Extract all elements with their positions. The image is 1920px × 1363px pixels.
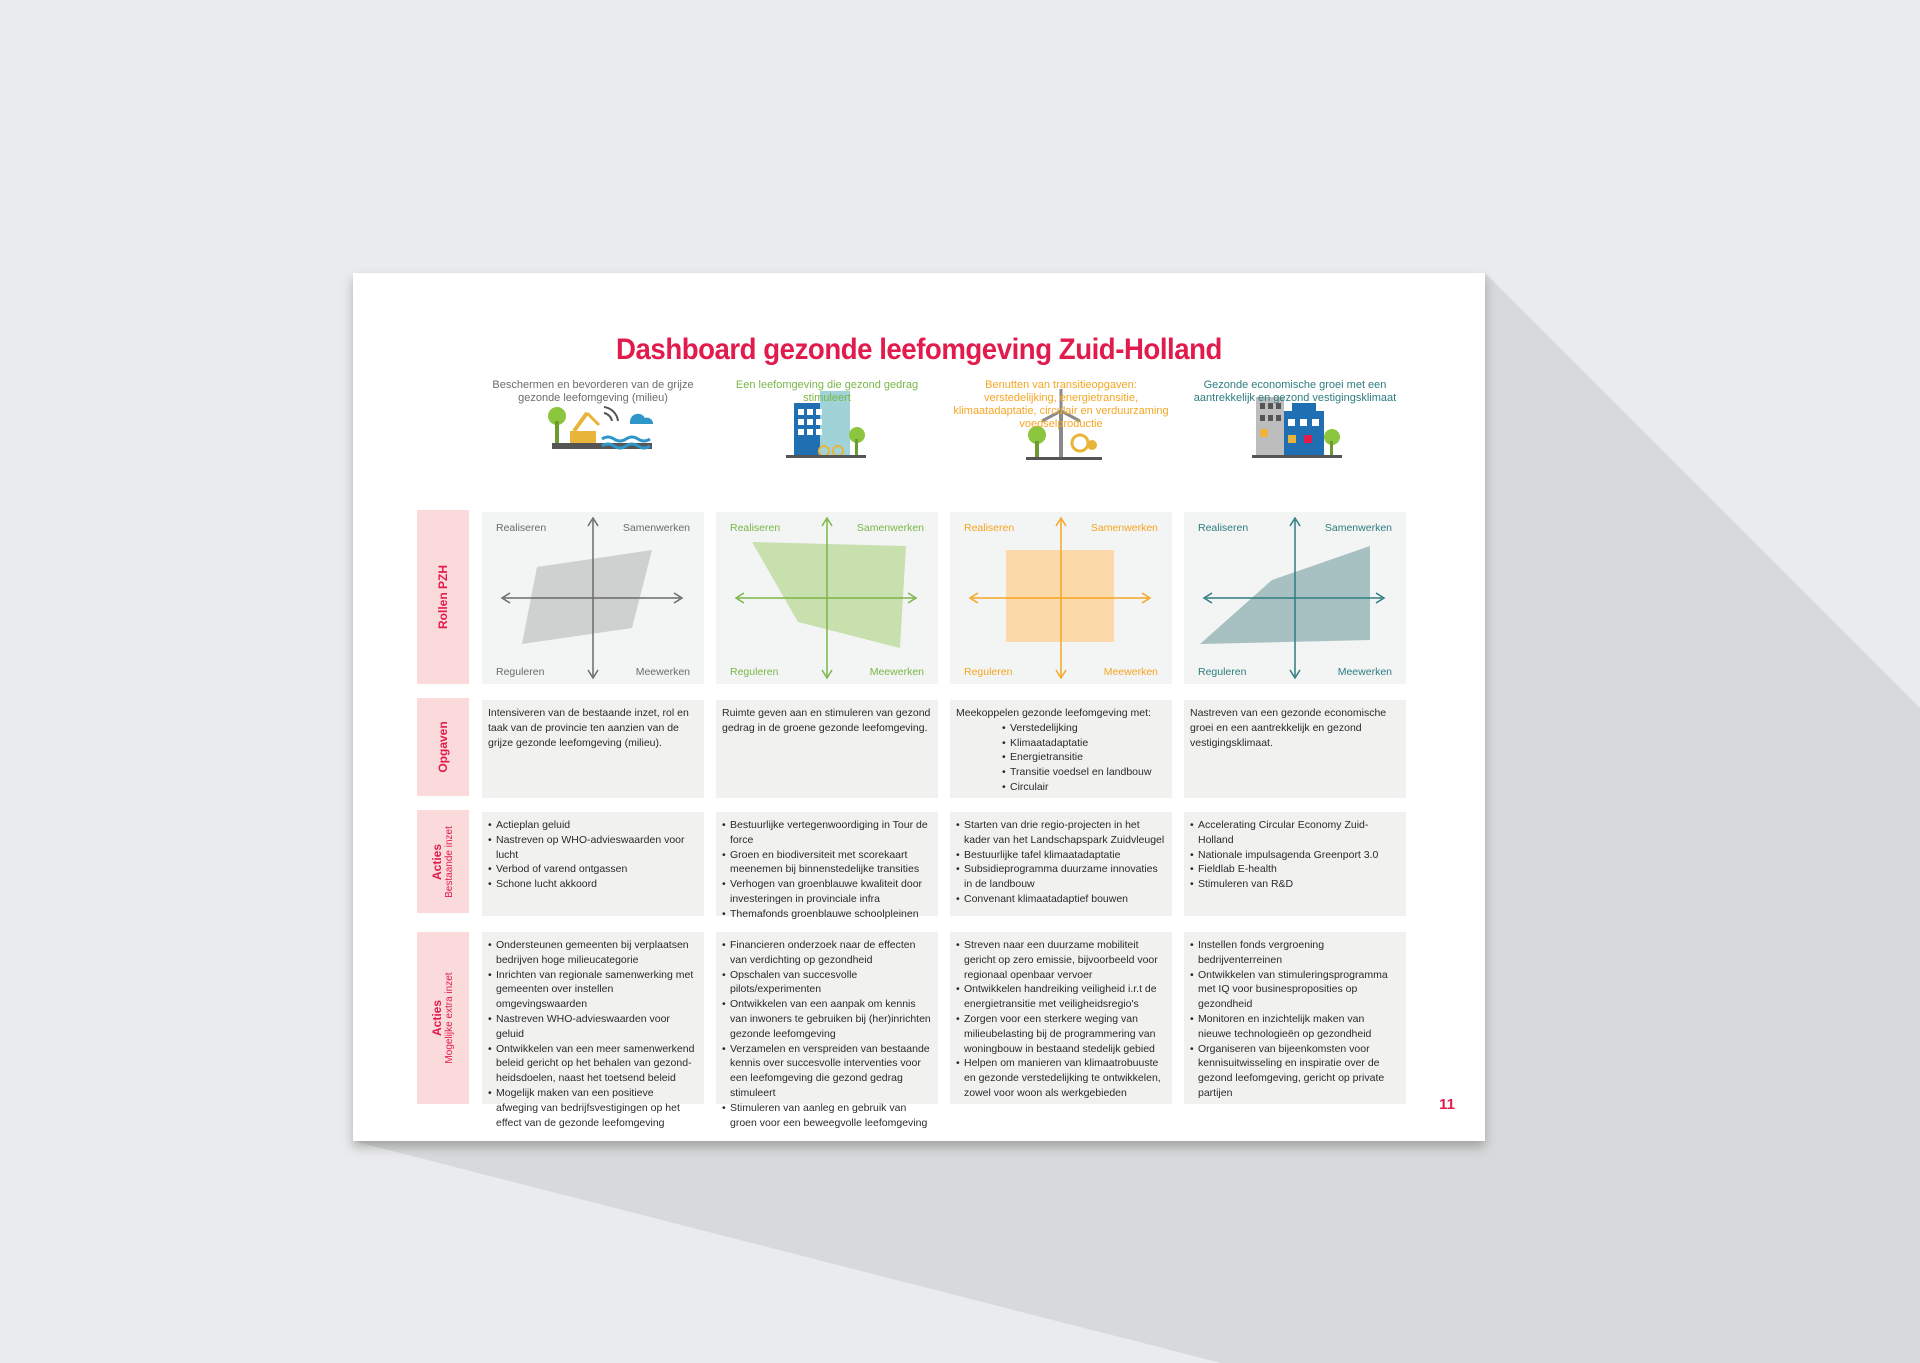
list-item: • Groen en biodiversiteit met scorekaart meenemen bij binnenstedelijke transities (722, 848, 932, 878)
list-item: • Ontwikkelen van stimuleringsprogramma met IQ voor businesproposities op gezondheid (1190, 968, 1400, 1012)
acties-bestaand-cell (716, 812, 938, 920)
list-item: • Verstedelijking (1002, 721, 1166, 736)
role-diagram-4 (1184, 512, 1406, 684)
list-item: • Schone lucht akkoord (488, 877, 698, 892)
list-item: • Themafonds groenblauwe schoolpleinen (722, 907, 932, 922)
quadrant-label-tr: Samenwerken (856, 522, 924, 534)
opgaven-list (956, 721, 1166, 795)
quadrant-label-bl: Reguleren (964, 666, 1013, 678)
list-item: • Verhogen van groenblauwe kwaliteit door investeringen in provinciale infra (722, 877, 932, 907)
quadrant-label-tl: Realiseren (496, 522, 547, 534)
quadrant-label-br: Meewerken (635, 666, 690, 678)
list-item: • Stimuleren van aanleg en gebruik van groen voor een beweegvolle leefomgeving (722, 1101, 932, 1131)
quadrant-label-br: Meewerken (869, 666, 924, 678)
list-item: • Ontwikkelen handreiking veiligheid i.r.t de energietransitie met veiligheidsregio's (956, 982, 1166, 1012)
column-heading-4: Gezonde economische groei met een aantrekkelijk en gezond vestigingsklimaat (1193, 379, 1397, 404)
list-item: • Transitie voedsel en landbouw (1002, 765, 1166, 780)
opgaven-cell: Meekoppelen gezonde leefomgeving met: • Verstedelijking • Klimaatadaptatie • Energietransitie • Transitie voedsel en landbouw • Circulair (950, 700, 1172, 798)
list-item: • Monitoren en inzichtelijk maken van nieuwe technologieën op gezondheid (1190, 1012, 1400, 1042)
row-label-acties-extra: Acties Mogelijke extra inzet (417, 932, 469, 1104)
column-heading-2: Een leefomgeving die gezond gedrag stimuleert (735, 379, 919, 404)
list-item: • Convenant klimaatadaptief bouwen (956, 892, 1166, 907)
acties-bestaand-cell (1184, 812, 1406, 916)
list-item: • Klimaatadaptatie (1002, 736, 1166, 751)
acties-extra-cell (716, 932, 938, 1129)
quadrant-label-tl: Realiseren (1198, 522, 1249, 534)
list-item: • Actieplan geluid (488, 818, 698, 833)
quadrant-label-br: Meewerken (1103, 666, 1158, 678)
list-item: • Nastreven op WHO-advieswaarden voor lucht (488, 833, 698, 863)
list-item: • Financieren onderzoek naar de effecten van verdichting op gezondheid (722, 938, 932, 968)
opgaven-cell: Nastreven van een gezonde economische groei en een aantrekkelijk en gezond vestigingsklimaat. (1184, 700, 1406, 798)
acties-bestaand-cell (950, 812, 1172, 916)
role-diagram-3 (950, 512, 1172, 684)
role-diagram-1 (482, 512, 704, 684)
list-item: • Energietransitie (1002, 750, 1166, 765)
quadrant-label-bl: Reguleren (496, 666, 545, 678)
document-page (353, 273, 1485, 1141)
acties-extra-cell (1184, 932, 1406, 1104)
list-item: • Streven naar een duurzame mobiliteit gericht op zero emissie, bijvoorbeeld voor regionaal openbaar vervoer (956, 938, 1166, 982)
list-item: • Opschalen van succesvolle pilots/experimenten (722, 968, 932, 998)
list-item: • Fieldlab E-health (1190, 862, 1400, 877)
list-item: • Ontwikkelen van een aanpak om kennis van inwoners te gebruiken bij (her)inrichten gezonde leefomgeving (722, 997, 932, 1041)
list-item: • Verzamelen en verspreiden van bestaande kennis over succesvolle interventies voor een leefomgeving die gezond gedrag stimuleert (722, 1042, 932, 1101)
page-title: Dashboard gezonde leefomgeving Zuid-Holland (616, 333, 1222, 366)
list-item: • Mogelijk maken van een positieve afweging van bedrijfsvestigingen op het effect van de gezonde leefomgeving (488, 1086, 698, 1130)
quadrant-label-tr: Samenwerken (1090, 522, 1158, 534)
list-item: • Circulair (1002, 780, 1166, 795)
row-label-opgaven: Opgaven (417, 698, 469, 796)
list-item: • Nationale impulsagenda Greenport 3.0 (1190, 848, 1400, 863)
list-item: • Zorgen voor een sterkere weging van milieubelasting bij de programmering van woningbouw in bestaand stedelijk gebied (956, 1012, 1166, 1056)
quadrant-label-tl: Realiseren (730, 522, 781, 534)
quadrant-label-tl: Realiseren (964, 522, 1015, 534)
list-item: • Verbod of varend ontgassen (488, 862, 698, 877)
quadrant-label-tr: Samenwerken (622, 522, 690, 534)
quadrant-label-bl: Reguleren (730, 666, 779, 678)
list-item: • Accelerating Circular Economy Zuid-Holland (1190, 818, 1400, 848)
list-item: • Bestuurlijke vertegenwoordiging in Tour de force (722, 818, 932, 848)
row-label-acties-bestaand: Acties Bestaande inzet (417, 810, 469, 913)
list-item: • Instellen fonds vergroening bedrijventerreinen (1190, 938, 1400, 968)
list-item: • Starten van drie regio-projecten in het kader van het Landschapspark Zuidvleugel (956, 818, 1166, 848)
quadrant-label-br: Meewerken (1337, 666, 1392, 678)
page-number: 11 (1439, 1096, 1455, 1113)
quadrant-label-bl: Reguleren (1198, 666, 1247, 678)
acties-extra-cell (482, 932, 704, 1129)
list-item: • Helpen om manieren van klimaatrobuuste en gezonde verstedelijking te ontwikkelen, zowel voor woon als werkgebieden (956, 1056, 1166, 1100)
list-item: • Organiseren van bijeenkomsten voor kennisuitwisseling en inspiratie over de gezond leefomgeving, gericht op private partijen (1190, 1042, 1400, 1101)
opgaven-cell: Ruimte geven aan en stimuleren van gezond gedrag in de groene gezonde leefomgeving. (716, 700, 938, 798)
list-item: • Nastreven WHO-advieswaarden voor geluid (488, 1012, 698, 1042)
quadrant-label-tr: Samenwerken (1324, 522, 1392, 534)
list-item: • Subsidieprogramma duurzame innovaties in de landbouw (956, 862, 1166, 892)
column-heading-1: Beschermen en bevorderen van de grijze gezonde leefomgeving (milieu) (492, 379, 694, 404)
acties-extra-cell (950, 932, 1172, 1104)
list-item: • Bestuurlijke tafel klimaatadaptatie (956, 848, 1166, 863)
row-label-rollen: Rollen PZH (417, 510, 469, 684)
opgaven-cell: Intensiveren van de bestaande inzet, rol en taak van de provincie ten aanzien van de grijze gezonde leefomgeving (milieu). (482, 700, 704, 798)
list-item: • Stimuleren van R&D (1190, 877, 1400, 892)
list-item: • Ontwikkelen van een meer samenwerkend beleid gericht op het behalen van gezond-heidsdoelen, naast het toetsend beleid (488, 1042, 698, 1086)
acties-bestaand-cell (482, 812, 704, 916)
role-diagram-2 (716, 512, 938, 684)
list-item: • Ondersteunen gemeenten bij verplaatsen bedrijven hoge milieucategorie (488, 938, 698, 968)
column-heading-3: Benutten van transitieopgaven: verstedelijking, energietransitie, klimaatadaptatie, circulair en verduurzaming voedselproductie (953, 379, 1169, 430)
list-item: • Inrichten van regionale samenwerking met gemeenten over instellen omgevingswaarden (488, 968, 698, 1012)
